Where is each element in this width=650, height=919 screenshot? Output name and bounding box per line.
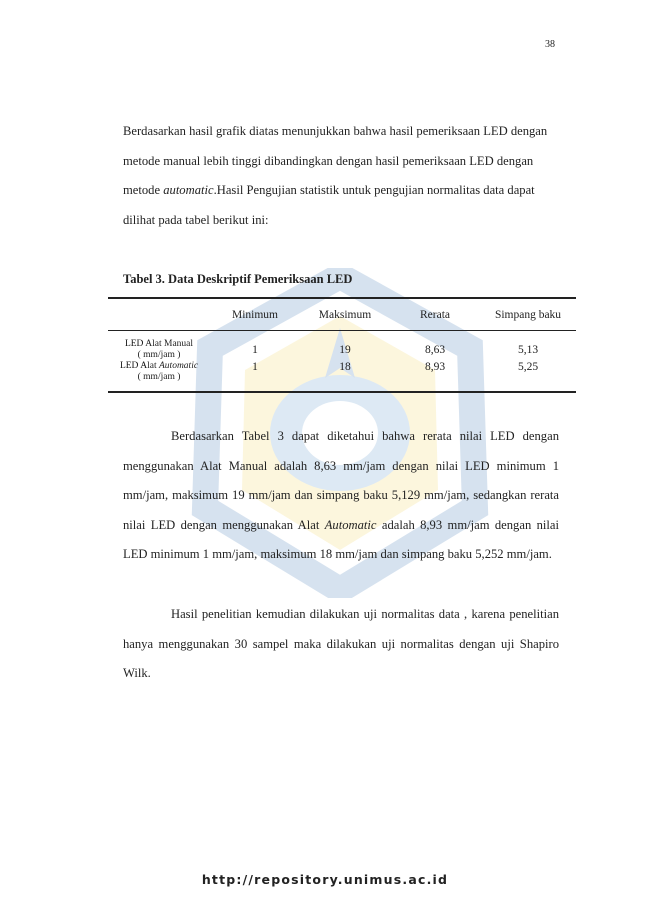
cell-simpang-baku: 5,25 <box>480 361 576 392</box>
descriptive-data-table <box>108 297 576 393</box>
cell-minimum: 1 <box>252 344 258 356</box>
table-caption: Tabel 3. Data Deskriptif Pemeriksaan LED <box>123 272 353 286</box>
header-maksimum: Maksimum <box>300 298 390 331</box>
cell-rerata: 8,93 <box>390 361 480 392</box>
cell-simpang-baku: 5,13 <box>517 344 539 356</box>
row-label: LED Alat Automatic ( mm/jam ) <box>108 361 210 392</box>
footer-repository-url: http://repository.unimus.ac.id <box>201 872 449 887</box>
row-label: LED Alat Manual ( mm/jam ) <box>124 339 194 360</box>
cell-minimum: 1 <box>210 361 300 392</box>
paragraph-intro: Berdasarkan hasil grafik diatas menunjukkan bahwa hasil pemeriksaan LED dengan metode manual lebih tinggi dibandingkan dengan hasil pemeriksaan LED dengan metode automatic.Hasil Pengujian statistik untuk pengujian normalitas data dapat dilihat pada tabel berikut ini: <box>123 124 548 227</box>
table-row <box>108 331 576 362</box>
header-simpang-baku: Simpang baku <box>480 298 576 331</box>
table-header-row <box>108 298 576 331</box>
paragraph-normality-test: Hasil penelitian kemudian dilakukan uji normalitas data , karena penelitian hanya menggunakan 30 sampel maka dilakukan uji normalitas dengan uji Shapiro Wilk. <box>123 607 559 680</box>
cell-maksimum: 19 <box>339 344 351 356</box>
cell-maksimum: 18 <box>300 361 390 392</box>
header-empty <box>108 298 210 331</box>
page-number: 38 <box>545 39 555 50</box>
table-row <box>108 361 576 392</box>
cell-rerata: 8,63 <box>424 344 446 356</box>
paragraph-table-discussion: Berdasarkan Tabel 3 dapat diketahui bahwa rerata nilai LED dengan menggunakan Alat Manual adalah 8,63 mm/jam dengan nilai LED minimum 1 mm/jam, maksimum 19 mm/jam dan simpang baku 5,129 mm/jam, sedangkan rerata nilai LED dengan menggunakan Alat Automatic adalah 8,93 mm/jam dengan nilai LED minimum 1 mm/jam, maksimum 18 mm/jam dan simpang baku 5,252 mm/jam. <box>123 429 559 561</box>
header-rerata: Rerata <box>390 298 480 331</box>
header-minimum: Minimum <box>210 298 300 331</box>
